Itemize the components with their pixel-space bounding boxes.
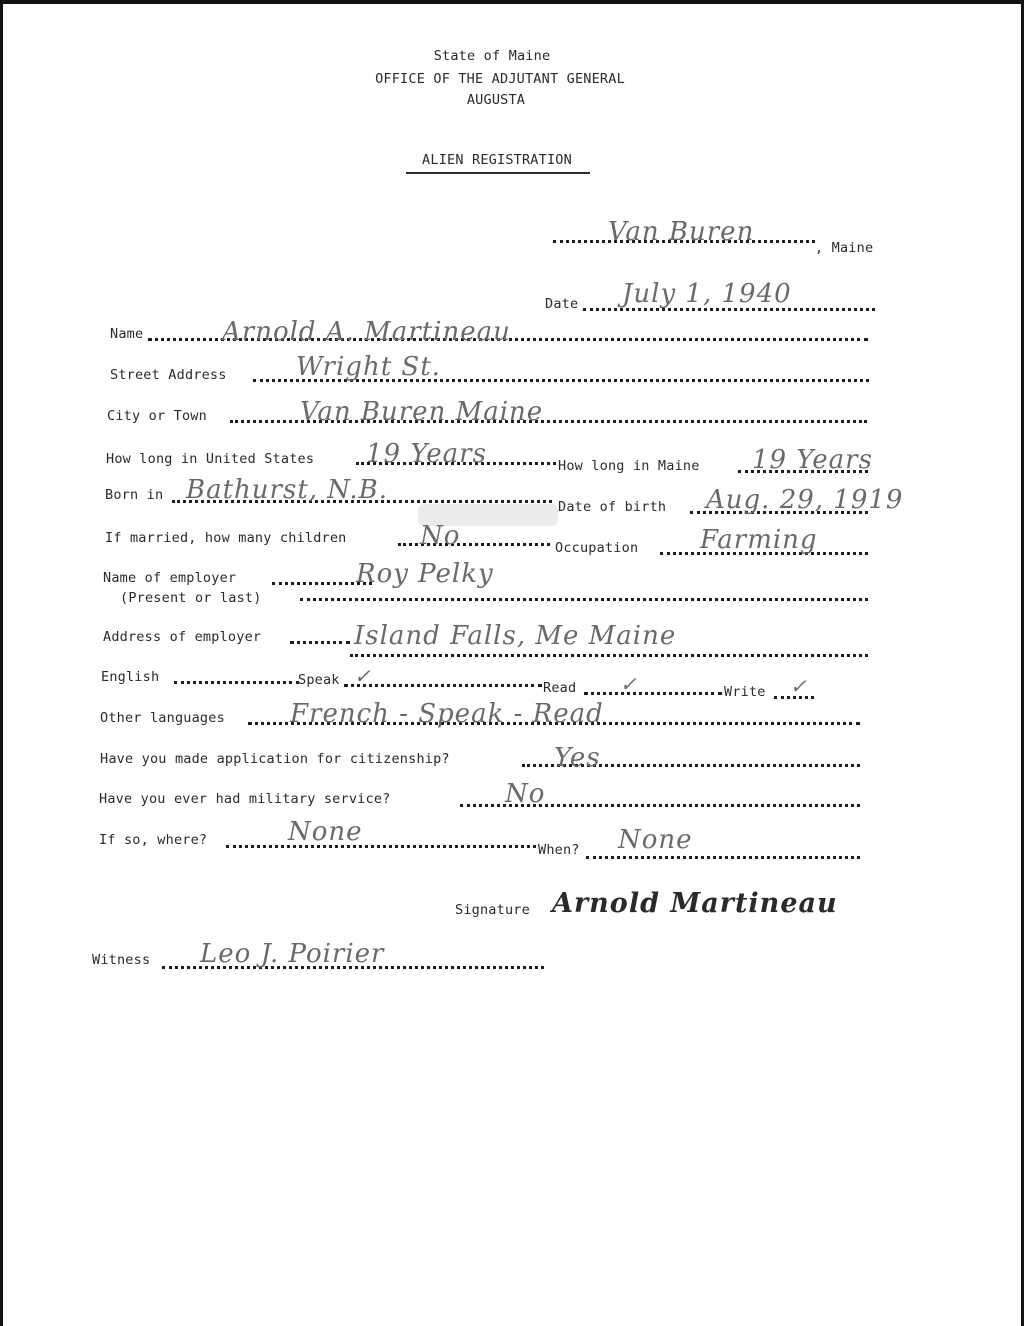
how-long-maine-value: 19 Years [752, 445, 873, 475]
speak-dots [344, 684, 542, 687]
scan-border-top [0, 0, 1024, 4]
how-long-us-label: How long in United States [106, 451, 315, 467]
title-underline [406, 172, 590, 174]
date-value: July 1, 1940 [622, 279, 792, 309]
employer-address-value: Island Falls, Me Maine [354, 621, 677, 651]
english-dots [174, 681, 299, 684]
witness-value: Leo J. Poirier [200, 939, 385, 969]
born-value: Bathurst, N.B. [186, 475, 389, 505]
name-value: Arnold A. Martineau [222, 317, 511, 347]
children-label: If married, how many children [105, 530, 347, 546]
when-value: None [618, 825, 693, 855]
military-label: Have you ever had military service? [99, 791, 391, 807]
date-label: Date [545, 296, 579, 312]
other-languages-label: Other languages [100, 710, 225, 726]
employer-dots-2 [300, 598, 868, 601]
employer-value: Roy Pelky [356, 559, 494, 589]
write-label: Write [724, 684, 766, 700]
where-value: None [288, 817, 363, 847]
where-dots [226, 845, 536, 848]
witness-label: Witness [92, 952, 151, 968]
signature-value: Arnold Martineau [552, 888, 838, 919]
citizenship-label: Have you made application for citizenship? [100, 751, 450, 767]
how-long-maine-label: How long in Maine [558, 458, 700, 474]
city-value: Van Buren Maine [300, 397, 544, 427]
children-value: No [420, 521, 461, 551]
speak-label: Speak [298, 672, 340, 688]
employer-address-dots-2 [350, 654, 868, 657]
read-value: ✓ [620, 672, 638, 696]
name-label: Name [110, 326, 144, 342]
street-value: Wright St. [296, 352, 441, 382]
form-title: ALIEN REGISTRATION [422, 152, 572, 168]
speak-value: ✓ [354, 664, 372, 688]
employer-sub-label: (Present or last) [120, 590, 262, 606]
other-languages-value: French - Speak - Read [290, 699, 604, 729]
occupation-label: Occupation [555, 540, 639, 556]
read-dots [584, 692, 722, 695]
dob-label: Date of birth [558, 499, 667, 515]
location-handwritten: Van Buren [608, 217, 755, 247]
location-suffix: , Maine [815, 240, 874, 256]
write-value: ✓ [790, 674, 808, 698]
scan-border-left [0, 0, 3, 1326]
signature-label: Signature [455, 902, 530, 918]
read-label: Read [543, 680, 577, 696]
when-label: When? [538, 842, 580, 858]
employer-label: Name of employer [103, 570, 237, 586]
header-city: AUGUSTA [466, 92, 526, 108]
when-dots [586, 856, 860, 859]
occupation-value: Farming [700, 525, 818, 555]
english-label: English [101, 669, 160, 685]
employer-address-label: Address of employer [103, 629, 262, 645]
header-office: OFFICE OF THE ADJUTANT GENERAL [375, 71, 625, 87]
dob-value: Aug. 29, 1919 [706, 485, 904, 515]
how-long-us-value: 19 Years [366, 439, 487, 469]
city-label: City or Town [107, 408, 207, 424]
street-label: Street Address [110, 367, 227, 383]
born-label: Born in [105, 487, 164, 503]
where-label: If so, where? [99, 832, 208, 848]
military-value: No [505, 779, 546, 809]
header-state: State of Maine [433, 48, 551, 64]
citizenship-value: Yes [554, 743, 601, 773]
employer-address-dots-1 [290, 641, 350, 644]
